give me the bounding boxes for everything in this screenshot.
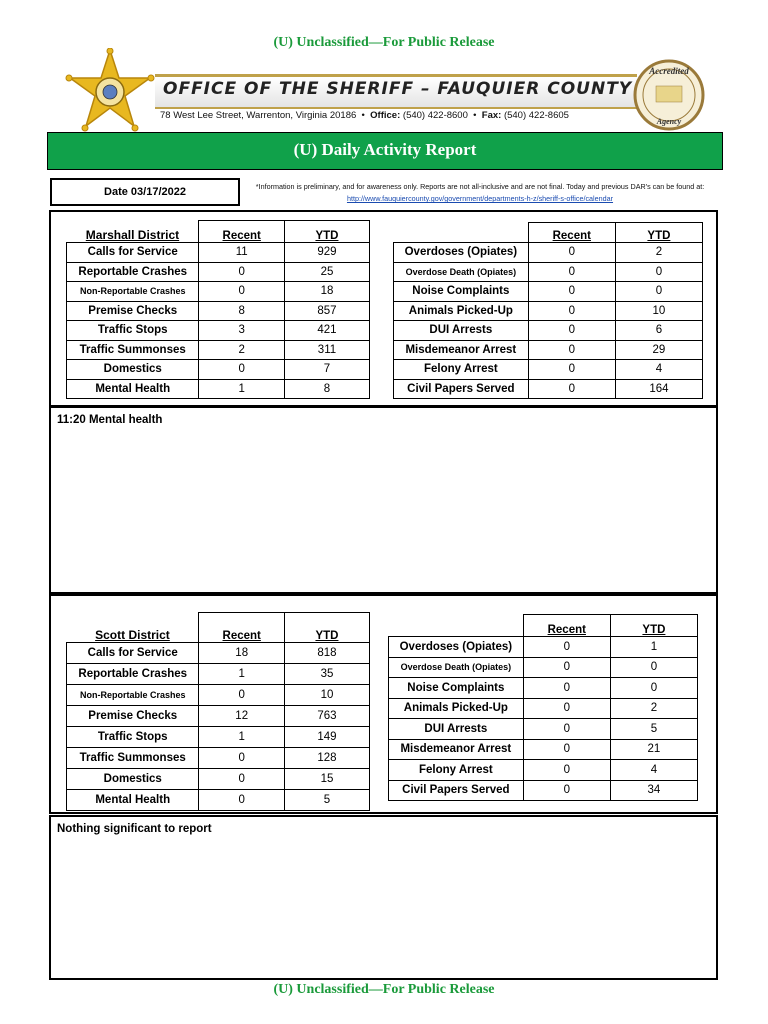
ytd-value: 0 xyxy=(615,262,702,282)
ytd-value: 10 xyxy=(615,301,702,321)
col-ytd-header: YTD xyxy=(610,615,697,637)
row-label: Civil Papers Served xyxy=(389,780,524,801)
ytd-value: 34 xyxy=(610,780,697,801)
recent-value: 0 xyxy=(199,360,285,380)
recent-value: 0 xyxy=(523,760,610,781)
ytd-value: 818 xyxy=(284,643,369,664)
table-row xyxy=(67,379,370,399)
recent-value: 2 xyxy=(199,340,285,360)
row-label: Non-Reportable Crashes xyxy=(67,282,199,302)
ytd-value: 29 xyxy=(615,340,702,360)
ytd-value: 7 xyxy=(284,360,369,380)
row-label: DUI Arrests xyxy=(394,321,529,341)
recent-value: 0 xyxy=(199,282,285,302)
row-label: Reportable Crashes xyxy=(67,664,199,685)
recent-value: 18 xyxy=(199,643,285,664)
svg-text:Accredited: Accredited xyxy=(649,66,689,76)
table-row xyxy=(67,664,370,685)
ytd-value: 0 xyxy=(610,678,697,699)
table-row xyxy=(67,262,370,282)
ytd-value: 4 xyxy=(615,360,702,380)
table-header-row xyxy=(389,615,698,637)
sheriff-star-logo xyxy=(62,48,158,134)
table-row xyxy=(67,748,370,769)
marshall-narrative: 11:20 Mental health xyxy=(57,414,163,426)
marshall-narrative-box xyxy=(49,406,718,594)
table-header-row xyxy=(67,221,370,243)
classification-bottom: (U) Unclassified—For Public Release xyxy=(273,982,495,997)
row-label: Traffic Stops xyxy=(67,321,199,341)
table-header-row xyxy=(67,613,370,643)
ytd-value: 18 xyxy=(284,282,369,302)
recent-value: 12 xyxy=(199,706,285,727)
table-header-row xyxy=(394,223,703,243)
row-label: Domestics xyxy=(67,360,199,380)
ytd-value: 5 xyxy=(284,790,369,811)
recent-value: 0 xyxy=(199,769,285,790)
recent-value: 0 xyxy=(528,301,615,321)
ytd-value: 4 xyxy=(610,760,697,781)
scott-left-table xyxy=(66,612,370,811)
row-label: Misdemeanor Arrest xyxy=(389,739,524,760)
table-row xyxy=(389,780,698,801)
table-row xyxy=(394,340,703,360)
row-label: Overdoses (Opiates) xyxy=(389,637,524,658)
ytd-value: 164 xyxy=(615,379,702,399)
table-row xyxy=(394,282,703,302)
recent-value: 1 xyxy=(199,379,285,399)
office-address: 78 West Lee Street, Warrenton, Virginia 20186 • Office: (540) 422-8600 • Fax: (540) 422-8605 xyxy=(160,110,569,121)
row-label: Calls for Service xyxy=(67,243,199,263)
table-row xyxy=(389,657,698,678)
table-row xyxy=(67,360,370,380)
recent-value: 0 xyxy=(199,685,285,706)
table-row xyxy=(67,321,370,341)
table-row xyxy=(67,243,370,263)
ytd-value: 149 xyxy=(284,727,369,748)
recent-value: 0 xyxy=(528,282,615,302)
table-row xyxy=(394,262,703,282)
report-title-banner: (U) Daily Activity Report xyxy=(47,132,723,170)
recent-value: 0 xyxy=(199,748,285,769)
table-row xyxy=(389,678,698,699)
ytd-value: 763 xyxy=(284,706,369,727)
ytd-value: 8 xyxy=(284,379,369,399)
table-row xyxy=(389,719,698,740)
row-label: Felony Arrest xyxy=(389,760,524,781)
col-ytd-header: YTD xyxy=(284,613,369,643)
recent-value: 0 xyxy=(528,360,615,380)
recent-value: 0 xyxy=(528,379,615,399)
district-name: Scott District xyxy=(95,628,170,642)
col-recent-header: Recent xyxy=(199,613,285,643)
ytd-value: 2 xyxy=(615,243,702,263)
recent-value: 3 xyxy=(199,321,285,341)
row-label: Overdose Death (Opiates) xyxy=(394,262,529,282)
row-label: Reportable Crashes xyxy=(67,262,199,282)
ytd-value: 1 xyxy=(610,637,697,658)
col-recent-header: Recent xyxy=(199,221,285,243)
row-label: Misdemeanor Arrest xyxy=(394,340,529,360)
header-spacer xyxy=(389,615,524,637)
recent-value: 1 xyxy=(199,664,285,685)
recent-value: 0 xyxy=(523,657,610,678)
scott-narrative: Nothing significant to report xyxy=(57,823,212,835)
table-row xyxy=(389,698,698,719)
table-row xyxy=(67,340,370,360)
row-label: Traffic Summonses xyxy=(67,340,199,360)
table-row xyxy=(394,301,703,321)
table-row xyxy=(67,706,370,727)
row-label: Animals Picked-Up xyxy=(389,698,524,719)
row-label: Traffic Summonses xyxy=(67,748,199,769)
scott-narrative-box xyxy=(49,815,718,980)
table-row xyxy=(67,282,370,302)
table-row xyxy=(394,379,703,399)
ytd-value: 929 xyxy=(284,243,369,263)
row-label: Mental Health xyxy=(67,379,199,399)
row-label: Premise Checks xyxy=(67,706,199,727)
table-row xyxy=(394,321,703,341)
recent-value: 1 xyxy=(199,727,285,748)
row-label: Traffic Stops xyxy=(67,727,199,748)
recent-value: 0 xyxy=(523,780,610,801)
recent-value: 0 xyxy=(199,790,285,811)
recent-value: 0 xyxy=(199,262,285,282)
table-row xyxy=(67,790,370,811)
ytd-value: 21 xyxy=(610,739,697,760)
table-row xyxy=(394,360,703,380)
ytd-value: 0 xyxy=(615,282,702,302)
row-label: Calls for Service xyxy=(67,643,199,664)
row-label: Overdose Death (Opiates) xyxy=(389,657,524,678)
scott-right-table xyxy=(388,614,698,801)
recent-value: 0 xyxy=(523,698,610,719)
recent-value: 0 xyxy=(528,321,615,341)
table-row xyxy=(389,760,698,781)
ytd-value: 6 xyxy=(615,321,702,341)
marshall-right-table xyxy=(393,222,703,399)
office-title: OFFICE OF THE SHERIFF – FAUQUIER COUNTY xyxy=(163,79,633,99)
table-row xyxy=(67,685,370,706)
table-row xyxy=(67,727,370,748)
marshall-left-table xyxy=(66,220,370,399)
row-label: Overdoses (Opiates) xyxy=(394,243,529,263)
table-row xyxy=(389,739,698,760)
ytd-value: 5 xyxy=(610,719,697,740)
row-label: DUI Arrests xyxy=(389,719,524,740)
col-recent-header: Recent xyxy=(523,615,610,637)
accredited-agency-seal xyxy=(630,58,708,132)
recent-value: 11 xyxy=(199,243,285,263)
recent-value: 0 xyxy=(528,243,615,263)
table-row xyxy=(67,769,370,790)
col-ytd-header: YTD xyxy=(615,223,702,243)
col-recent-header: Recent xyxy=(528,223,615,243)
ytd-value: 857 xyxy=(284,301,369,321)
row-label: Mental Health xyxy=(67,790,199,811)
disclaimer-note: *Information is preliminary, and for awareness only. Reports are not all-inclusive and are not final. Today and previous DAR's can be found at: http://www.fauquiercounty.gov/government/departments-h-z/sheriff-s-office/calendar xyxy=(255,182,705,203)
row-label: Felony Arrest xyxy=(394,360,529,380)
table-row xyxy=(389,637,698,658)
recent-value: 0 xyxy=(528,340,615,360)
classification-top: (U) Unclassified—For Public Release xyxy=(273,35,495,50)
ytd-value: 311 xyxy=(284,340,369,360)
ytd-value: 25 xyxy=(284,262,369,282)
ytd-value: 35 xyxy=(284,664,369,685)
recent-value: 0 xyxy=(523,719,610,740)
ytd-value: 10 xyxy=(284,685,369,706)
table-row xyxy=(394,243,703,263)
district-name: Marshall District xyxy=(85,228,180,242)
table-row xyxy=(67,643,370,664)
recent-value: 0 xyxy=(528,262,615,282)
ytd-value: 15 xyxy=(284,769,369,790)
row-label: Noise Complaints xyxy=(389,678,524,699)
recent-value: 0 xyxy=(523,637,610,658)
row-label: Domestics xyxy=(67,769,199,790)
ytd-value: 128 xyxy=(284,748,369,769)
recent-value: 0 xyxy=(523,678,610,699)
calendar-link[interactable]: http://www.fauquiercounty.gov/government/departments-h-z/sheriff-s-office/calendar xyxy=(346,194,614,203)
row-label: Civil Papers Served xyxy=(394,379,529,399)
report-date: Date 03/17/2022 xyxy=(50,178,240,206)
recent-value: 8 xyxy=(199,301,285,321)
row-label: Premise Checks xyxy=(67,301,199,321)
header-spacer xyxy=(394,223,529,243)
ytd-value: 421 xyxy=(284,321,369,341)
row-label: Non-Reportable Crashes xyxy=(67,685,199,706)
row-label: Animals Picked-Up xyxy=(394,301,529,321)
row-label: Noise Complaints xyxy=(394,282,529,302)
ytd-value: 0 xyxy=(610,657,697,678)
svg-text:Agency: Agency xyxy=(656,117,682,126)
ytd-value: 2 xyxy=(610,698,697,719)
col-ytd-header: YTD xyxy=(284,221,369,243)
table-row xyxy=(67,301,370,321)
recent-value: 0 xyxy=(523,739,610,760)
